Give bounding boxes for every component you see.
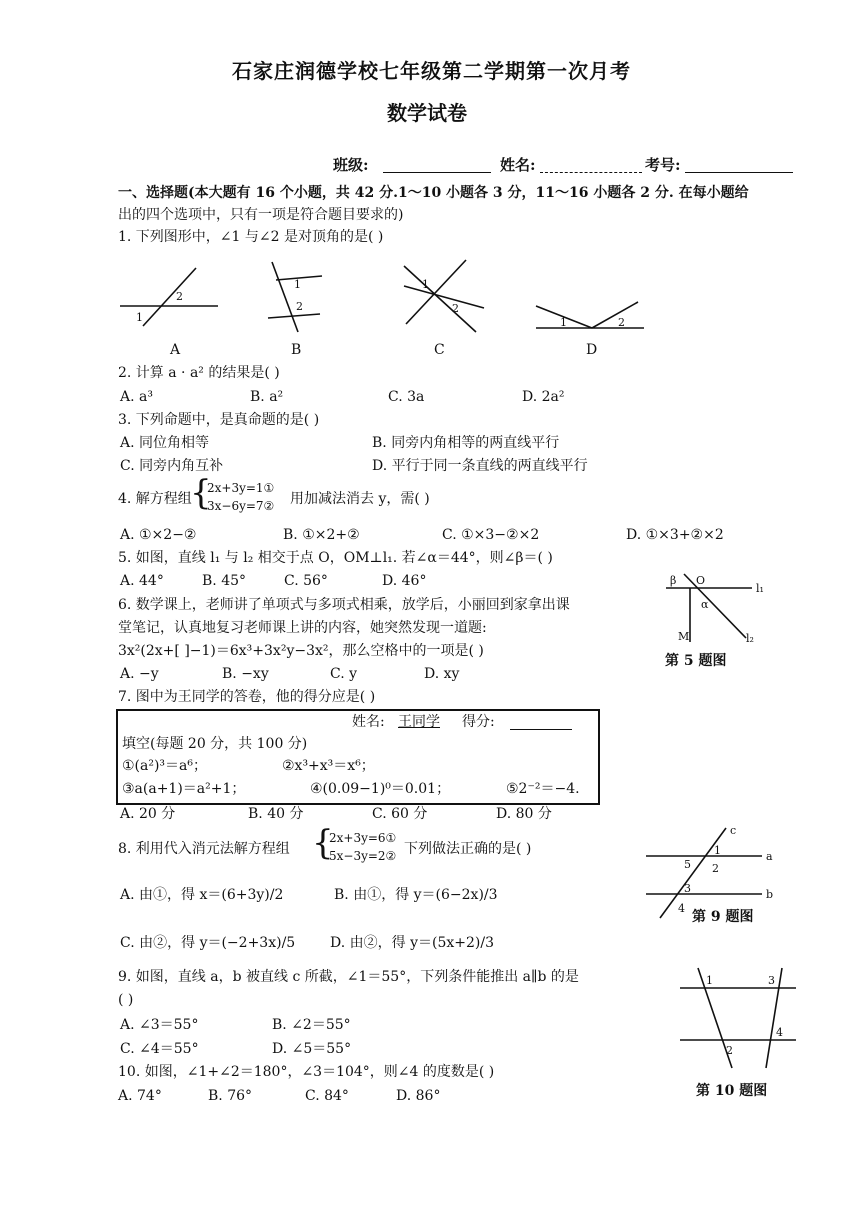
q1-option-a[interactable]: A [170,342,181,358]
q9-angle5-label: 5 [684,858,691,871]
q8-option-b[interactable]: B. 由①，得 y＝(6−2x)/3 [334,887,498,903]
q7-option-a[interactable]: A. 20 分 [120,806,176,822]
q9-option-b[interactable]: B. ∠2＝55° [272,1017,351,1033]
q10-stem: 10. 如图，∠1+∠2＝180°，∠3＝104°，则∠4 的度数是( ) [118,1064,495,1080]
q9-c-label: c [730,824,737,837]
class-blank[interactable] [383,172,491,173]
q4-option-d[interactable]: D. ①×3+②×2 [626,527,724,543]
q4-prefix: 4. 解方程组 [118,491,192,507]
q5-caption: 第 5 题图 [665,653,727,669]
q1-stem: 1. 下列图形中，∠1 与∠2 是对顶角的是( ) [118,229,384,245]
q3-stem: 3. 下列命题中，是真命题的是( ) [118,412,320,428]
q4-option-b[interactable]: B. ①×2+② [283,527,360,543]
q9-angle2-label: 2 [712,862,719,875]
q3-option-d[interactable]: D. 平行于同一条直线的两直线平行 [372,458,588,474]
q3-option-c[interactable]: C. 同旁内角互补 [120,458,224,474]
q9-angle4-label: 4 [678,902,685,915]
q2-stem: 2. 计算 a · a² 的结果是( ) [118,365,280,381]
q10-figure [676,962,800,1072]
q5-l2-label: l₂ [746,632,754,645]
q10-option-c[interactable]: C. 84° [305,1088,349,1104]
q10-angle4-label: 4 [776,1026,783,1039]
q8-eq1: 2x+3y=6① [329,831,397,845]
q1-c-angle2-label: 2 [452,302,459,315]
q7-item4: ④(0.09−1)⁰＝0.01； [310,781,451,797]
q5-l1-label: l₁ [756,582,764,595]
q1-figure-d [532,290,648,338]
q2-option-a[interactable]: A. a³ [120,389,153,405]
q1-figure-c [398,256,488,338]
q9-option-d[interactable]: D. ∠5＝55° [272,1041,352,1057]
q7-score-blank[interactable] [510,729,572,730]
q7-item3: ③a(a+1)＝a²+1； [122,781,246,797]
q9-angle1-label: 1 [714,844,721,857]
q7-box-title: 填空(每题 20 分，共 100 分) [122,736,308,752]
q5-option-c[interactable]: C. 56° [284,573,328,589]
q1-a-angle1-label: 1 [136,311,143,324]
section-intro-line2: 出的四个选项中，只有一项是符合题目要求的) [118,207,404,223]
q5-o-label: O [696,574,706,587]
q7-item5: ⑤2⁻²＝−4. [506,781,580,797]
q7-score-label: 得分: [462,714,495,730]
q6-option-a[interactable]: A. −y [120,666,159,682]
q10-angle3-label: 3 [768,974,775,987]
q4-option-a[interactable]: A. ①×2−② [120,527,197,543]
exam-subtitle: 数学试卷 [387,101,467,125]
exam-title: 石家庄润德学校七年级第二学期第一次月考 [232,59,631,83]
q10-option-b[interactable]: B. 76° [208,1088,253,1104]
q8-option-a[interactable]: A. 由①，得 x＝(6+3y)/2 [120,887,284,903]
q8-brace: { [312,823,334,863]
q7-name-label: 姓名: [352,714,385,730]
q4-eq1: 2x+3y=1① [207,481,275,495]
name-blank[interactable] [540,172,642,173]
q5-figure [660,566,770,646]
q3-option-a[interactable]: A. 同位角相等 [120,435,210,451]
q9-option-a[interactable]: A. ∠3＝55° [120,1017,199,1033]
q9-a-label: a [766,850,773,863]
q9-angle3-label: 3 [684,882,691,895]
exam-no-blank[interactable] [685,172,793,173]
q1-option-b[interactable]: B [291,342,302,358]
q9-caption: 第 9 题图 [692,909,754,925]
q2-option-d[interactable]: D. 2a² [522,389,565,405]
q10-caption: 第 10 题图 [696,1083,768,1099]
q8-prefix: 8. 利用代入消元法解方程组 [118,841,290,857]
q8-option-d[interactable]: D. 由②，得 y＝(5x+2)/3 [330,935,494,951]
q1-figure-b [258,256,328,338]
q9-b-label: b [766,888,774,901]
q6-option-d[interactable]: D. xy [424,666,460,682]
q4-brace: { [190,473,212,513]
q6-option-b[interactable]: B. −xy [222,666,269,682]
q10-angle2-label: 2 [726,1044,733,1057]
q7-name-value: 王同学 [398,714,440,730]
q5-alpha-label: α [701,598,709,611]
exam-no-label: 考号: [645,156,681,174]
q1-b-angle2-label: 2 [296,300,303,313]
q4-eq2: 3x−6y=7② [207,499,275,513]
q3-option-b[interactable]: B. 同旁内角相等的两直线平行 [372,435,560,451]
q5-option-a[interactable]: A. 44° [120,573,164,589]
q10-option-a[interactable]: A. 74° [118,1088,162,1104]
q7-stem: 7. 图中为王同学的答卷，他的得分应是( ) [118,689,376,705]
q1-b-angle1-label: 1 [294,278,301,291]
q5-beta-label: β [670,574,677,587]
q9-option-c[interactable]: C. ∠4＝55° [120,1041,199,1057]
q4-suffix: 用加减法消去 y，需( ) [290,491,430,507]
q5-m-label: M [678,630,690,643]
q9-line1: 9. 如图，直线 a，b 被直线 c 所截，∠1＝55°，下列条件能推出 a∥b 的是 [118,969,579,985]
q5-stem: 5. 如图，直线 l₁ 与 l₂ 相交于点 O，OM⊥l₁. 若∠α＝44°，则∠β＝( ) [118,550,553,566]
q10-option-d[interactable]: D. 86° [396,1088,441,1104]
q2-option-c[interactable]: C. 3a [388,389,425,405]
q7-option-c[interactable]: C. 60 分 [372,806,428,822]
q1-option-c[interactable]: C [434,342,445,358]
q7-option-d[interactable]: D. 80 分 [496,806,552,822]
class-label: 班级: [333,156,369,174]
q9-line2: ( ) [118,992,134,1008]
q1-c-angle1-label: 1 [422,278,429,291]
q6-line3: 3x²(2x+[ ]−1)＝6x³+3x²y−3x²，那么空格中的一项是( ) [118,643,484,659]
q7-item1: ①(a²)³＝a⁶； [122,758,208,774]
q8-eq2: 5x−3y=2② [329,849,397,863]
q2-option-b[interactable]: B. a² [250,389,284,405]
q8-suffix: 下列做法正确的是( ) [404,841,532,857]
q1-option-d[interactable]: D [586,342,598,358]
section-intro-line1: 一、选择题(本大题有 16 个小题，共 42 分.1～10 小题各 3 分，11～16 小题各 2 分. 在每小题给 [118,185,749,201]
q1-d-angle1-label: 1 [560,316,567,329]
q10-angle1-label: 1 [706,974,713,987]
q7-item2: ②x³+x³＝x⁶； [282,758,375,774]
q6-line1: 6. 数学课上，老师讲了单项式与多项式相乘，放学后，小丽回到家拿出课 [118,597,570,613]
q5-option-d[interactable]: D. 46° [382,573,427,589]
q6-line2: 堂笔记，认真地复习老师课上讲的内容，她突然发现一道题: [118,620,487,636]
q7-option-b[interactable]: B. 40 分 [248,806,304,822]
name-label: 姓名: [500,156,536,174]
q1-d-angle2-label: 2 [618,316,625,329]
q1-figure-a [118,256,228,338]
q6-option-c[interactable]: C. y [330,666,358,682]
q4-option-c[interactable]: C. ①×3−②×2 [442,527,540,543]
q8-option-c[interactable]: C. 由②，得 y＝(−2+3x)/5 [120,935,296,951]
q5-option-b[interactable]: B. 45° [202,573,247,589]
q1-a-angle2-label: 2 [176,290,183,303]
